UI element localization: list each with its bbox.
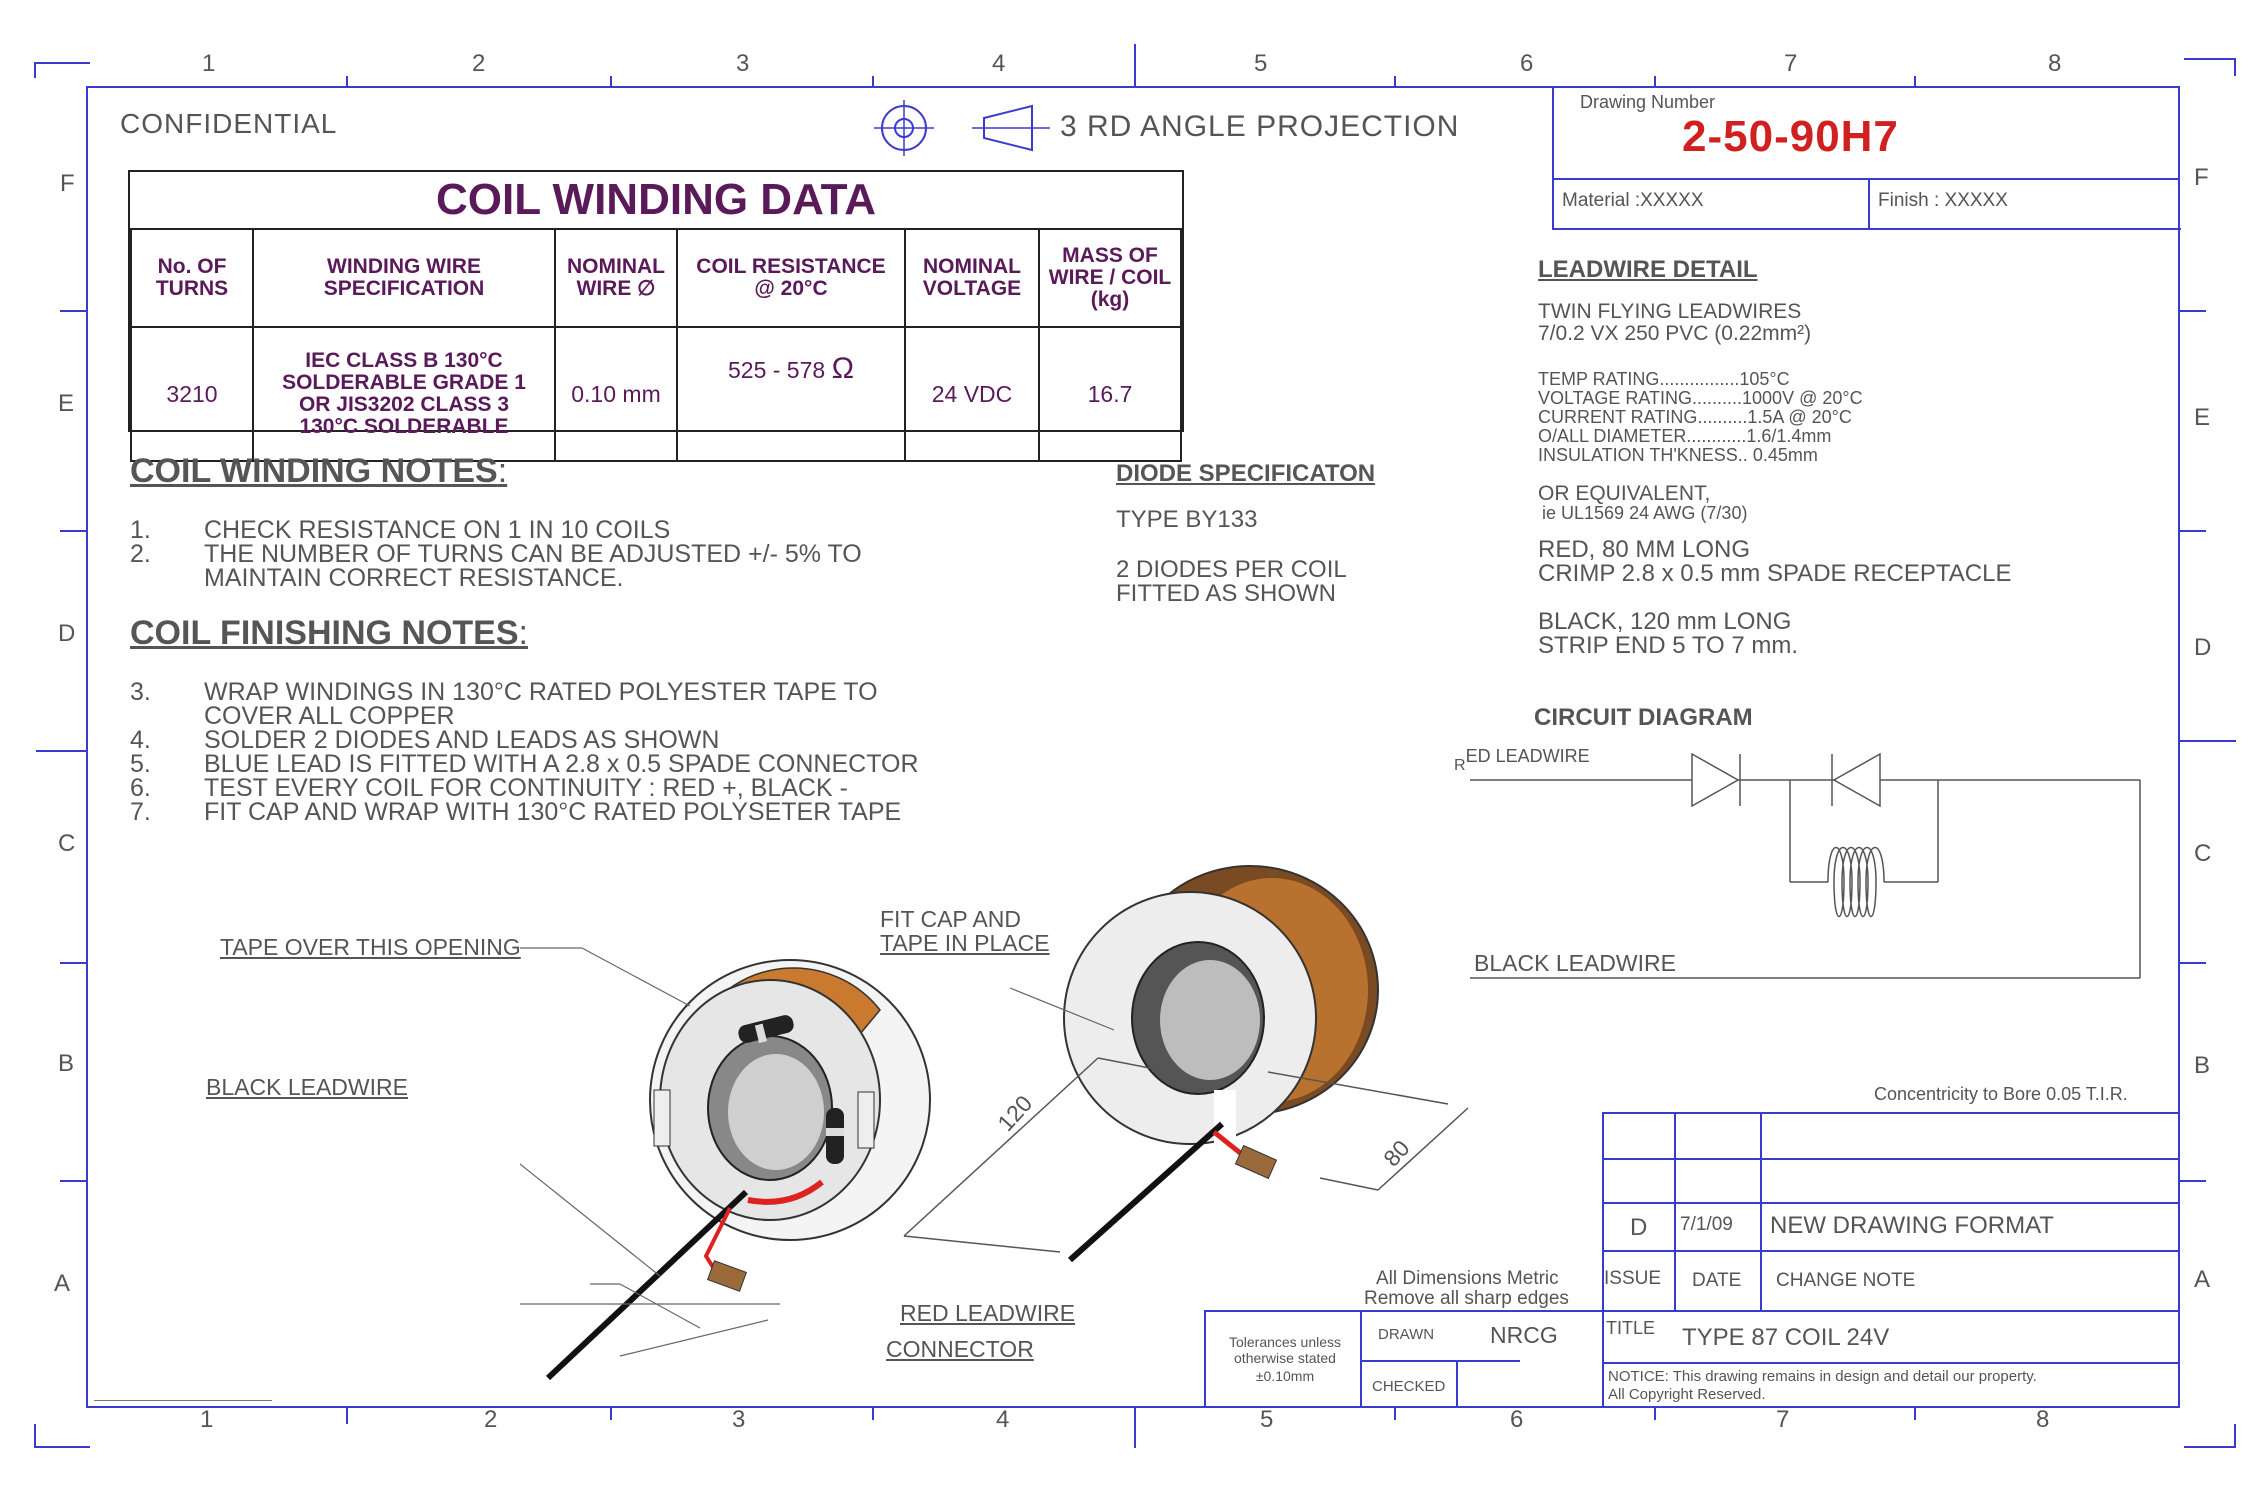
zone-number: 8 bbox=[2048, 50, 2062, 77]
leadwire-heading: LEADWIRE DETAIL bbox=[1538, 256, 1758, 283]
zone-tick bbox=[2180, 1180, 2206, 1182]
zone-tick bbox=[872, 1408, 874, 1420]
grid-line bbox=[1602, 1112, 2180, 1114]
zone-letter: C bbox=[58, 830, 76, 857]
table-title: COIL WINDING DATA bbox=[130, 172, 1182, 230]
header-mass: MASS OF WIRE / COIL (kg) bbox=[1039, 229, 1181, 327]
zone-tick bbox=[872, 76, 874, 88]
dims-metric-note: All Dimensions Metric bbox=[1376, 1268, 1559, 1289]
notice-line-1: NOTICE: This drawing remains in design and detail our property. bbox=[1608, 1368, 2037, 1385]
divider bbox=[1868, 180, 1870, 228]
red-lead-crimp: CRIMP 2.8 x 0.5 mm SPADE RECEPTACLE bbox=[1538, 560, 2012, 587]
zone-tick bbox=[60, 962, 86, 964]
sharp-edges-note: Remove all sharp edges bbox=[1364, 1288, 1569, 1309]
zone-tick bbox=[60, 310, 86, 312]
drawn-label: DRAWN bbox=[1378, 1326, 1435, 1343]
grid-line bbox=[1602, 1310, 1604, 1408]
zone-number: 3 bbox=[732, 1406, 746, 1433]
projection-label: 3 RD ANGLE PROJECTION bbox=[1060, 110, 1460, 143]
zone-letter: E bbox=[2194, 404, 2211, 431]
grid-line bbox=[1602, 1362, 2180, 1364]
corner-mark-bl bbox=[34, 1424, 90, 1448]
corner-mark-tl bbox=[34, 62, 90, 78]
cell-mass: 16.7 bbox=[1039, 327, 1181, 461]
circuit-heading: CIRCUIT DIAGRAM bbox=[1534, 704, 1753, 731]
zone-tick bbox=[1134, 1408, 1136, 1448]
projection-symbol-icon bbox=[874, 100, 1064, 158]
zone-number: 5 bbox=[1260, 1406, 1274, 1433]
coil-winding-data-table bbox=[128, 170, 1184, 438]
zone-tick bbox=[1654, 76, 1656, 88]
rating-voltage: VOLTAGE RATING..........1000V @ 20°C bbox=[1538, 388, 1863, 408]
corner-mark-tr bbox=[2184, 58, 2236, 76]
grid-line bbox=[1602, 1250, 2180, 1252]
zone-number: 3 bbox=[736, 50, 750, 77]
zone-letter: B bbox=[58, 1050, 75, 1077]
leadwire-equivalent-ul: ie UL1569 24 AWG (7/30) bbox=[1542, 503, 1748, 523]
diode-count: 2 DIODES PER COIL bbox=[1116, 556, 1347, 583]
callout-connector: CONNECTOR bbox=[886, 1336, 1034, 1362]
rating-current: CURRENT RATING..........1.5A @ 20°C bbox=[1538, 407, 1852, 427]
circuit-black-label: BLACK LEADWIRE bbox=[1474, 950, 1676, 976]
issue-label: ISSUE bbox=[1604, 1268, 1662, 1289]
zone-letter: E bbox=[58, 390, 75, 417]
zone-letter: A bbox=[2194, 1266, 2211, 1293]
drawn-by: NRCG bbox=[1490, 1322, 1558, 1348]
material-finish-row bbox=[1552, 178, 2179, 228]
circuit-red-label: RED LEADWIRE bbox=[1454, 746, 1590, 774]
zone-tick bbox=[2180, 740, 2236, 742]
zone-number: 2 bbox=[472, 50, 486, 77]
corner-mark-br bbox=[2184, 1424, 2236, 1448]
title-label: TITLE bbox=[1606, 1318, 1656, 1338]
zone-tick bbox=[610, 76, 612, 88]
zone-tick bbox=[1394, 1408, 1396, 1420]
table-row bbox=[131, 327, 1181, 461]
grid-line bbox=[1602, 1158, 2180, 1160]
grid-line bbox=[1674, 1112, 1676, 1310]
header-voltage: NOMINAL VOLTAGE bbox=[905, 229, 1039, 327]
zone-letter: F bbox=[2194, 164, 2209, 191]
zone-number: 4 bbox=[996, 1406, 1010, 1433]
header-resistance: COIL RESISTANCE @ 20°C bbox=[677, 229, 905, 327]
cell-voltage: 24 VDC bbox=[905, 327, 1039, 461]
diode-spec-heading: DIODE SPECIFICATON bbox=[1116, 460, 1376, 487]
cell-resistance: 525 - 578 Ω bbox=[677, 327, 905, 461]
callout-black-leadwire: BLACK LEADWIRE bbox=[206, 1074, 408, 1100]
cell-wire: 0.10 mm bbox=[555, 327, 677, 461]
zone-tick bbox=[60, 530, 86, 532]
zone-number: 6 bbox=[1520, 50, 1534, 77]
diode-fitting: FITTED AS SHOWN bbox=[1116, 580, 1337, 607]
zone-tick bbox=[60, 1180, 86, 1182]
zone-letter: D bbox=[58, 620, 76, 647]
connector-icon bbox=[1235, 1146, 1276, 1179]
diode-type: TYPE BY133 bbox=[1116, 506, 1258, 533]
red-lead-length: RED, 80 MM LONG bbox=[1538, 536, 1751, 563]
confidential-label: CONFIDENTIAL bbox=[120, 108, 338, 139]
zone-tick bbox=[1134, 44, 1136, 88]
grid-line bbox=[1456, 1360, 1458, 1408]
table-header-row bbox=[131, 229, 1181, 327]
rating-diameter: O/ALL DIAMETER............1.6/1.4mm bbox=[1538, 426, 1832, 446]
leadwire-twin: TWIN FLYING LEADWIRES bbox=[1538, 300, 1802, 323]
zone-tick bbox=[2180, 310, 2206, 312]
zone-tick bbox=[610, 1408, 612, 1420]
finish-field: Finish : XXXXX bbox=[1878, 190, 2008, 211]
grid-line bbox=[1760, 1112, 1762, 1310]
cell-spec: IEC CLASS B 130°C SOLDERABLE GRADE 1 OR JIS3202 CLASS 3 130°C SOLDERABLE bbox=[253, 327, 555, 461]
zone-number: 6 bbox=[1510, 1406, 1524, 1433]
grid-line bbox=[1360, 1360, 1520, 1362]
grid-line bbox=[1602, 1202, 2180, 1204]
connector-icon bbox=[708, 1261, 747, 1291]
zone-tick bbox=[346, 76, 348, 88]
grid-line bbox=[1204, 1310, 2180, 1312]
drawing-number-label: Drawing Number bbox=[1580, 92, 1716, 112]
notice-line-2: All Copyright Reserved. bbox=[1608, 1386, 1766, 1403]
drawing-title: TYPE 87 COIL 24V bbox=[1682, 1324, 1890, 1351]
header-turns: No. OF TURNS bbox=[131, 229, 253, 327]
zone-letter: F bbox=[60, 170, 75, 197]
zone-letter: D bbox=[2194, 634, 2212, 661]
tolerance-line-1: Tolerances unless bbox=[1228, 1334, 1342, 1350]
zone-number: 5 bbox=[1254, 50, 1268, 77]
callout-fit-cap: FIT CAP AND bbox=[880, 906, 1022, 932]
zone-tick bbox=[36, 750, 86, 752]
checked-label: CHECKED bbox=[1372, 1378, 1446, 1395]
zone-number: 7 bbox=[1776, 1406, 1790, 1433]
winding-data-grid bbox=[130, 228, 1182, 462]
zone-letter: C bbox=[2194, 840, 2212, 867]
tolerance-value: ±0.10mm bbox=[1255, 1368, 1315, 1384]
zone-letter: B bbox=[2194, 1052, 2211, 1079]
change-note-label: CHANGE NOTE bbox=[1776, 1270, 1916, 1291]
dimension-80: 80 bbox=[1378, 1134, 1415, 1172]
leadwire-equivalent: OR EQUIVALENT, bbox=[1538, 482, 1711, 505]
black-lead-length: BLACK, 120 mm LONG bbox=[1538, 608, 1792, 635]
zone-tick bbox=[2180, 962, 2206, 964]
zone-number: 4 bbox=[992, 50, 1006, 77]
grid-line bbox=[1204, 1310, 1206, 1408]
material-field: Material :XXXXX bbox=[1562, 190, 1704, 211]
zone-tick bbox=[1914, 76, 1916, 88]
drawing-number: 2-50-90H7 bbox=[1682, 112, 1899, 161]
tolerance-line-2: otherwise stated bbox=[1234, 1350, 1336, 1366]
callout-red-leadwire: RED LEADWIRE bbox=[900, 1300, 1076, 1326]
finishing-notes-heading: COIL FINISHING NOTES: bbox=[130, 614, 528, 652]
revision-note: NEW DRAWING FORMAT bbox=[1770, 1212, 2054, 1239]
zone-tick bbox=[1394, 76, 1396, 88]
zone-tick bbox=[1914, 1408, 1916, 1420]
zone-number: 7 bbox=[1784, 50, 1798, 77]
open-coil-image bbox=[650, 960, 930, 1240]
date-label: DATE bbox=[1692, 1270, 1742, 1291]
winding-notes-heading: COIL WINDING NOTES: bbox=[130, 452, 508, 490]
leadwire-spec: 7/0.2 VX 250 PVC (0.22mm²) bbox=[1538, 322, 1812, 345]
header-spec: WINDING WIRE SPECIFICATION bbox=[253, 229, 555, 327]
revision-date: 7/1/09 bbox=[1680, 1214, 1733, 1235]
cell-turns: 3210 bbox=[131, 327, 253, 461]
dimension-120: 120 bbox=[992, 1090, 1038, 1137]
rating-insulation: INSULATION TH'KNESS.. 0.45mm bbox=[1538, 445, 1818, 465]
zone-number: 1 bbox=[202, 50, 216, 77]
callout-tape-opening: TAPE OVER THIS OPENING bbox=[220, 934, 521, 960]
rating-temp: TEMP RATING................105°C bbox=[1538, 369, 1790, 389]
zone-tick bbox=[2180, 530, 2206, 532]
callout-tape-in-place: TAPE IN PLACE bbox=[880, 930, 1050, 956]
zone-letter: A bbox=[54, 1270, 71, 1297]
header-wire: NOMINAL WIRE ∅ bbox=[555, 229, 677, 327]
capped-coil-image bbox=[1064, 866, 1378, 1146]
stub-line bbox=[94, 1400, 272, 1401]
zone-tick bbox=[1654, 1408, 1656, 1420]
zone-number: 8 bbox=[2036, 1406, 2050, 1433]
zone-number: 2 bbox=[484, 1406, 498, 1433]
zone-number: 1 bbox=[200, 1406, 214, 1433]
zone-tick bbox=[346, 1408, 348, 1424]
black-lead-strip: STRIP END 5 TO 7 mm. bbox=[1538, 632, 1799, 659]
concentricity-note: Concentricity to Bore 0.05 T.I.R. bbox=[1874, 1084, 2128, 1104]
revision-letter: D bbox=[1630, 1214, 1648, 1241]
grid-line bbox=[1360, 1310, 1362, 1408]
circuit-diagram bbox=[1460, 740, 2160, 980]
